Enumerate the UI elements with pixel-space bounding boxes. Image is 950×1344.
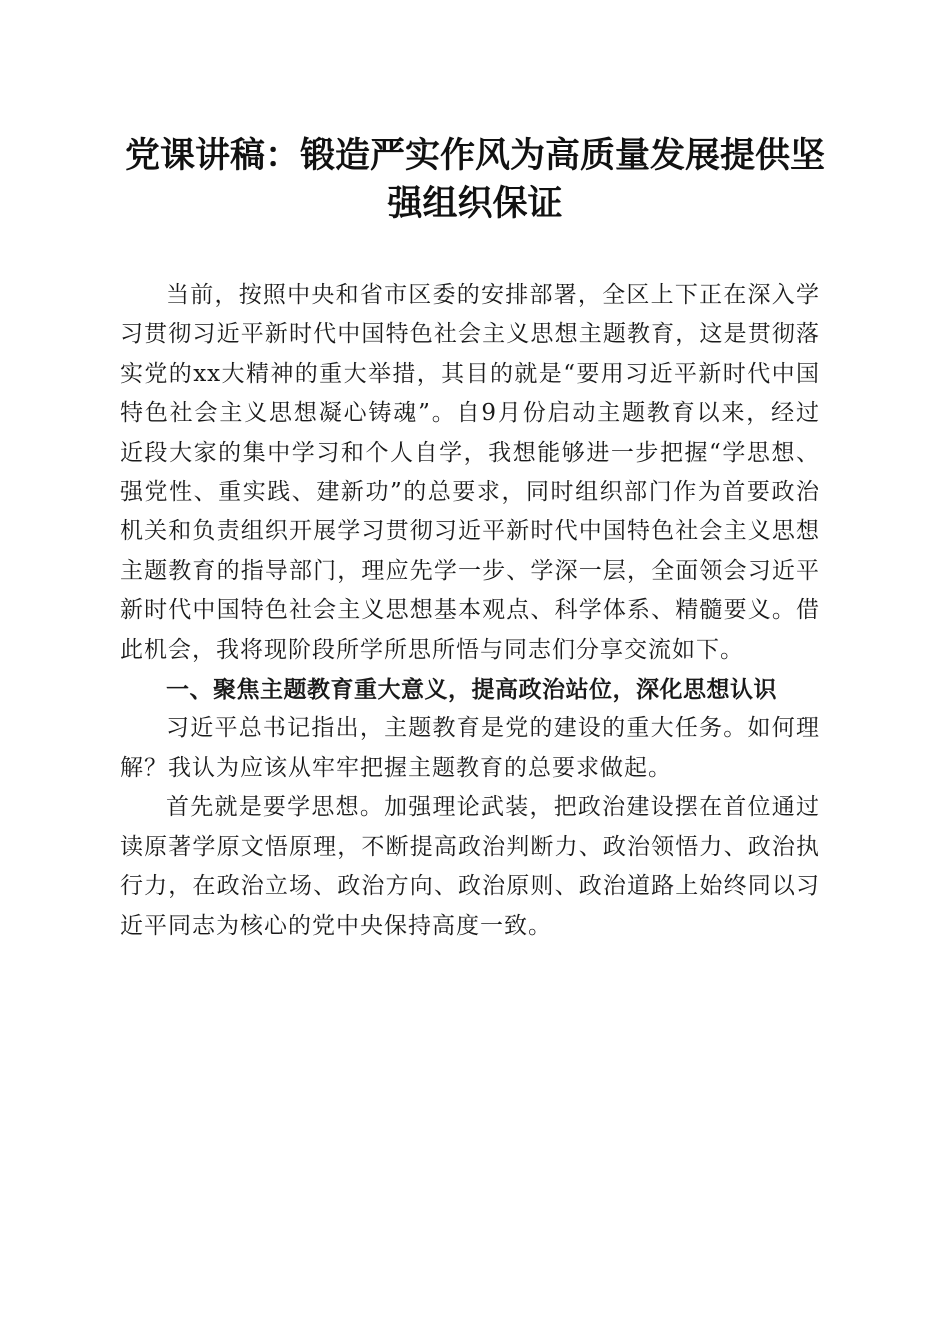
body-paragraph-3: 首先就是要学思想。加强理论武装，把政治建设摆在首位通过读原著学原文悟原理，不断提高政治判断力、政治领悟力、政治执行力，在政治立场、政治方向、政治原则、政治道路上始终同以习近平同志为核心的党中央保持高度一致。 [120,794,820,939]
document-title: 党课讲稿：锻造严实作风为高质量发展提供坚强组织保证 [124,135,825,224]
section-heading-1: 一、聚焦主题教育重大意义，提高政治站位，深化思想认识 [166,676,777,704]
document-body [120,276,820,946]
body-paragraph-intro: 当前，按照中央和省市区委的安排部署，全区上下正在深入学习贯彻习近平新时代中国特色社会主义思想主题教育，这是贯彻落实党的xx大精神的重大举措，其目的就是“要用习近平新时代中国特色社会主义思想凝心铸魂”。自9月份启动主题教育以来，经过近段大家的集中学习和个人自学，我想能够进一步把握“学思想、强党性、重实践、建新功”的总要求，同时组织部门作为首要政治机关和负责组织开展学习贯彻习近平新时代中国特色社会主义思想主题教育的指导部门，理应先学一步、学深一层，全面领会习近平新时代中国特色社会主义思想基本观点、科学体系、精髓要义。借此机会，我将现阶段所学所思所悟与同志们分享交流如下。 [120,282,820,663]
body-paragraph-2: 习近平总书记指出，主题教育是党的建设的重大任务。如何理解？我认为应该从牢牢把握主题教育的总要求做起。 [120,715,820,781]
